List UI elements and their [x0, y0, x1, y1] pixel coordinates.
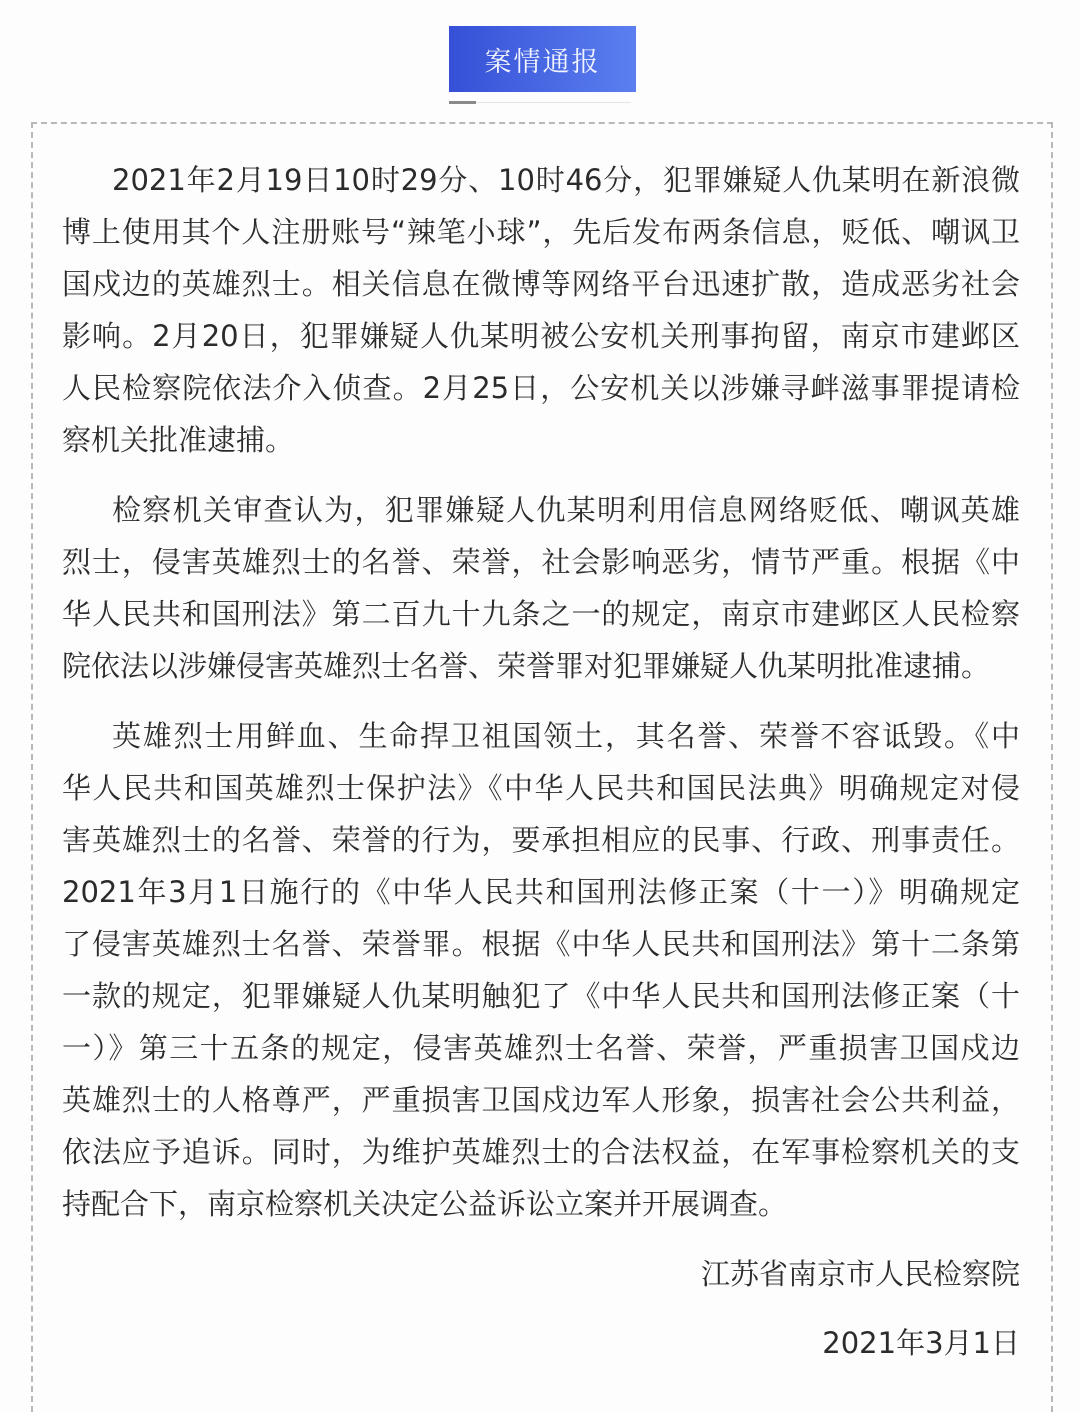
paragraph-1-line: 影响。2月20日，犯罪嫌疑人仇某明被公安机关刑事拘留，南京市建邺区 — [62, 319, 1020, 353]
paragraph-2-line: 华人民共和国刑法》第二百九十九条之一的规定，南京市建邺区人民检察 — [62, 597, 1020, 631]
paragraph-3-line: 持配合下，南京检察机关决定公益诉讼立案并开展调查。 — [62, 1187, 788, 1221]
paragraph-3-line: 2021年3月1日施行的《中华人民共和国刑法修正案（十一）》明确规定 — [62, 875, 1020, 909]
paragraph-2-line: 检察机关审查认为，犯罪嫌疑人仇某明利用信息网络贬低、嘲讽英雄 — [112, 493, 1020, 527]
paragraph-3-line: 华人民共和国英雄烈士保护法》《中华人民共和国民法典》明确规定对侵 — [62, 771, 1020, 805]
signature-org: 江苏省南京市人民检察院 — [700, 1257, 1020, 1291]
paragraph-2-line: 院依法以涉嫌侵害英雄烈士名誉、荣誉罪对犯罪嫌疑人仇某明批准逮捕。 — [62, 649, 991, 683]
paragraph-1-line: 察机关批准逮捕。 — [62, 423, 295, 457]
paragraph-3-line: 了侵害英雄烈士名誉、荣誉罪。根据《中华人民共和国刑法》第十二条第 — [62, 927, 1020, 961]
paragraph-1-line: 国戍边的英雄烈士。相关信息在微博等网络平台迅速扩散，造成恶劣社会 — [62, 267, 1020, 301]
title-underline — [476, 102, 631, 103]
case-notice-title: 案情通报 — [449, 26, 636, 92]
signature-date: 2021年3月1日 — [822, 1326, 1020, 1360]
title-underline-accent — [449, 101, 476, 104]
paragraph-3-line: 一）》第三十五条的规定，侵害英雄烈士名誉、荣誉，严重损害卫国戍边 — [62, 1031, 1020, 1065]
paragraph-1-line: 2021年2月19日10时29分、10时46分，犯罪嫌疑人仇某明在新浪微 — [112, 163, 1020, 197]
paragraph-1-line: 博上使用其个人注册账号“辣笔小球”，先后发布两条信息，贬低、嘲讽卫 — [62, 215, 1020, 249]
paragraph-3-line: 害英雄烈士的名誉、荣誉的行为，要承担相应的民事、行政、刑事责任。 — [62, 823, 1020, 857]
paragraph-3-line: 英雄烈士用鲜血、生命捍卫祖国领土，其名誉、荣誉不容诋毁。《中 — [112, 719, 1020, 753]
paragraph-3-line: 依法应予追诉。同时，为维护英雄烈士的合法权益，在军事检察机关的支 — [62, 1135, 1020, 1169]
paragraph-1-line: 人民检察院依法介入侦查。2月25日，公安机关以涉嫌寻衅滋事罪提请检 — [62, 371, 1020, 405]
paragraph-2-line: 烈士，侵害英雄烈士的名誉、荣誉，社会影响恶劣，情节严重。根据《中 — [62, 545, 1020, 579]
paragraph-3-line: 英雄烈士的人格尊严，严重损害卫国戍边军人形象，损害社会公共利益， — [62, 1083, 1020, 1117]
paragraph-3-line: 一款的规定，犯罪嫌疑人仇某明触犯了《中华人民共和国刑法修正案（十 — [62, 979, 1020, 1013]
